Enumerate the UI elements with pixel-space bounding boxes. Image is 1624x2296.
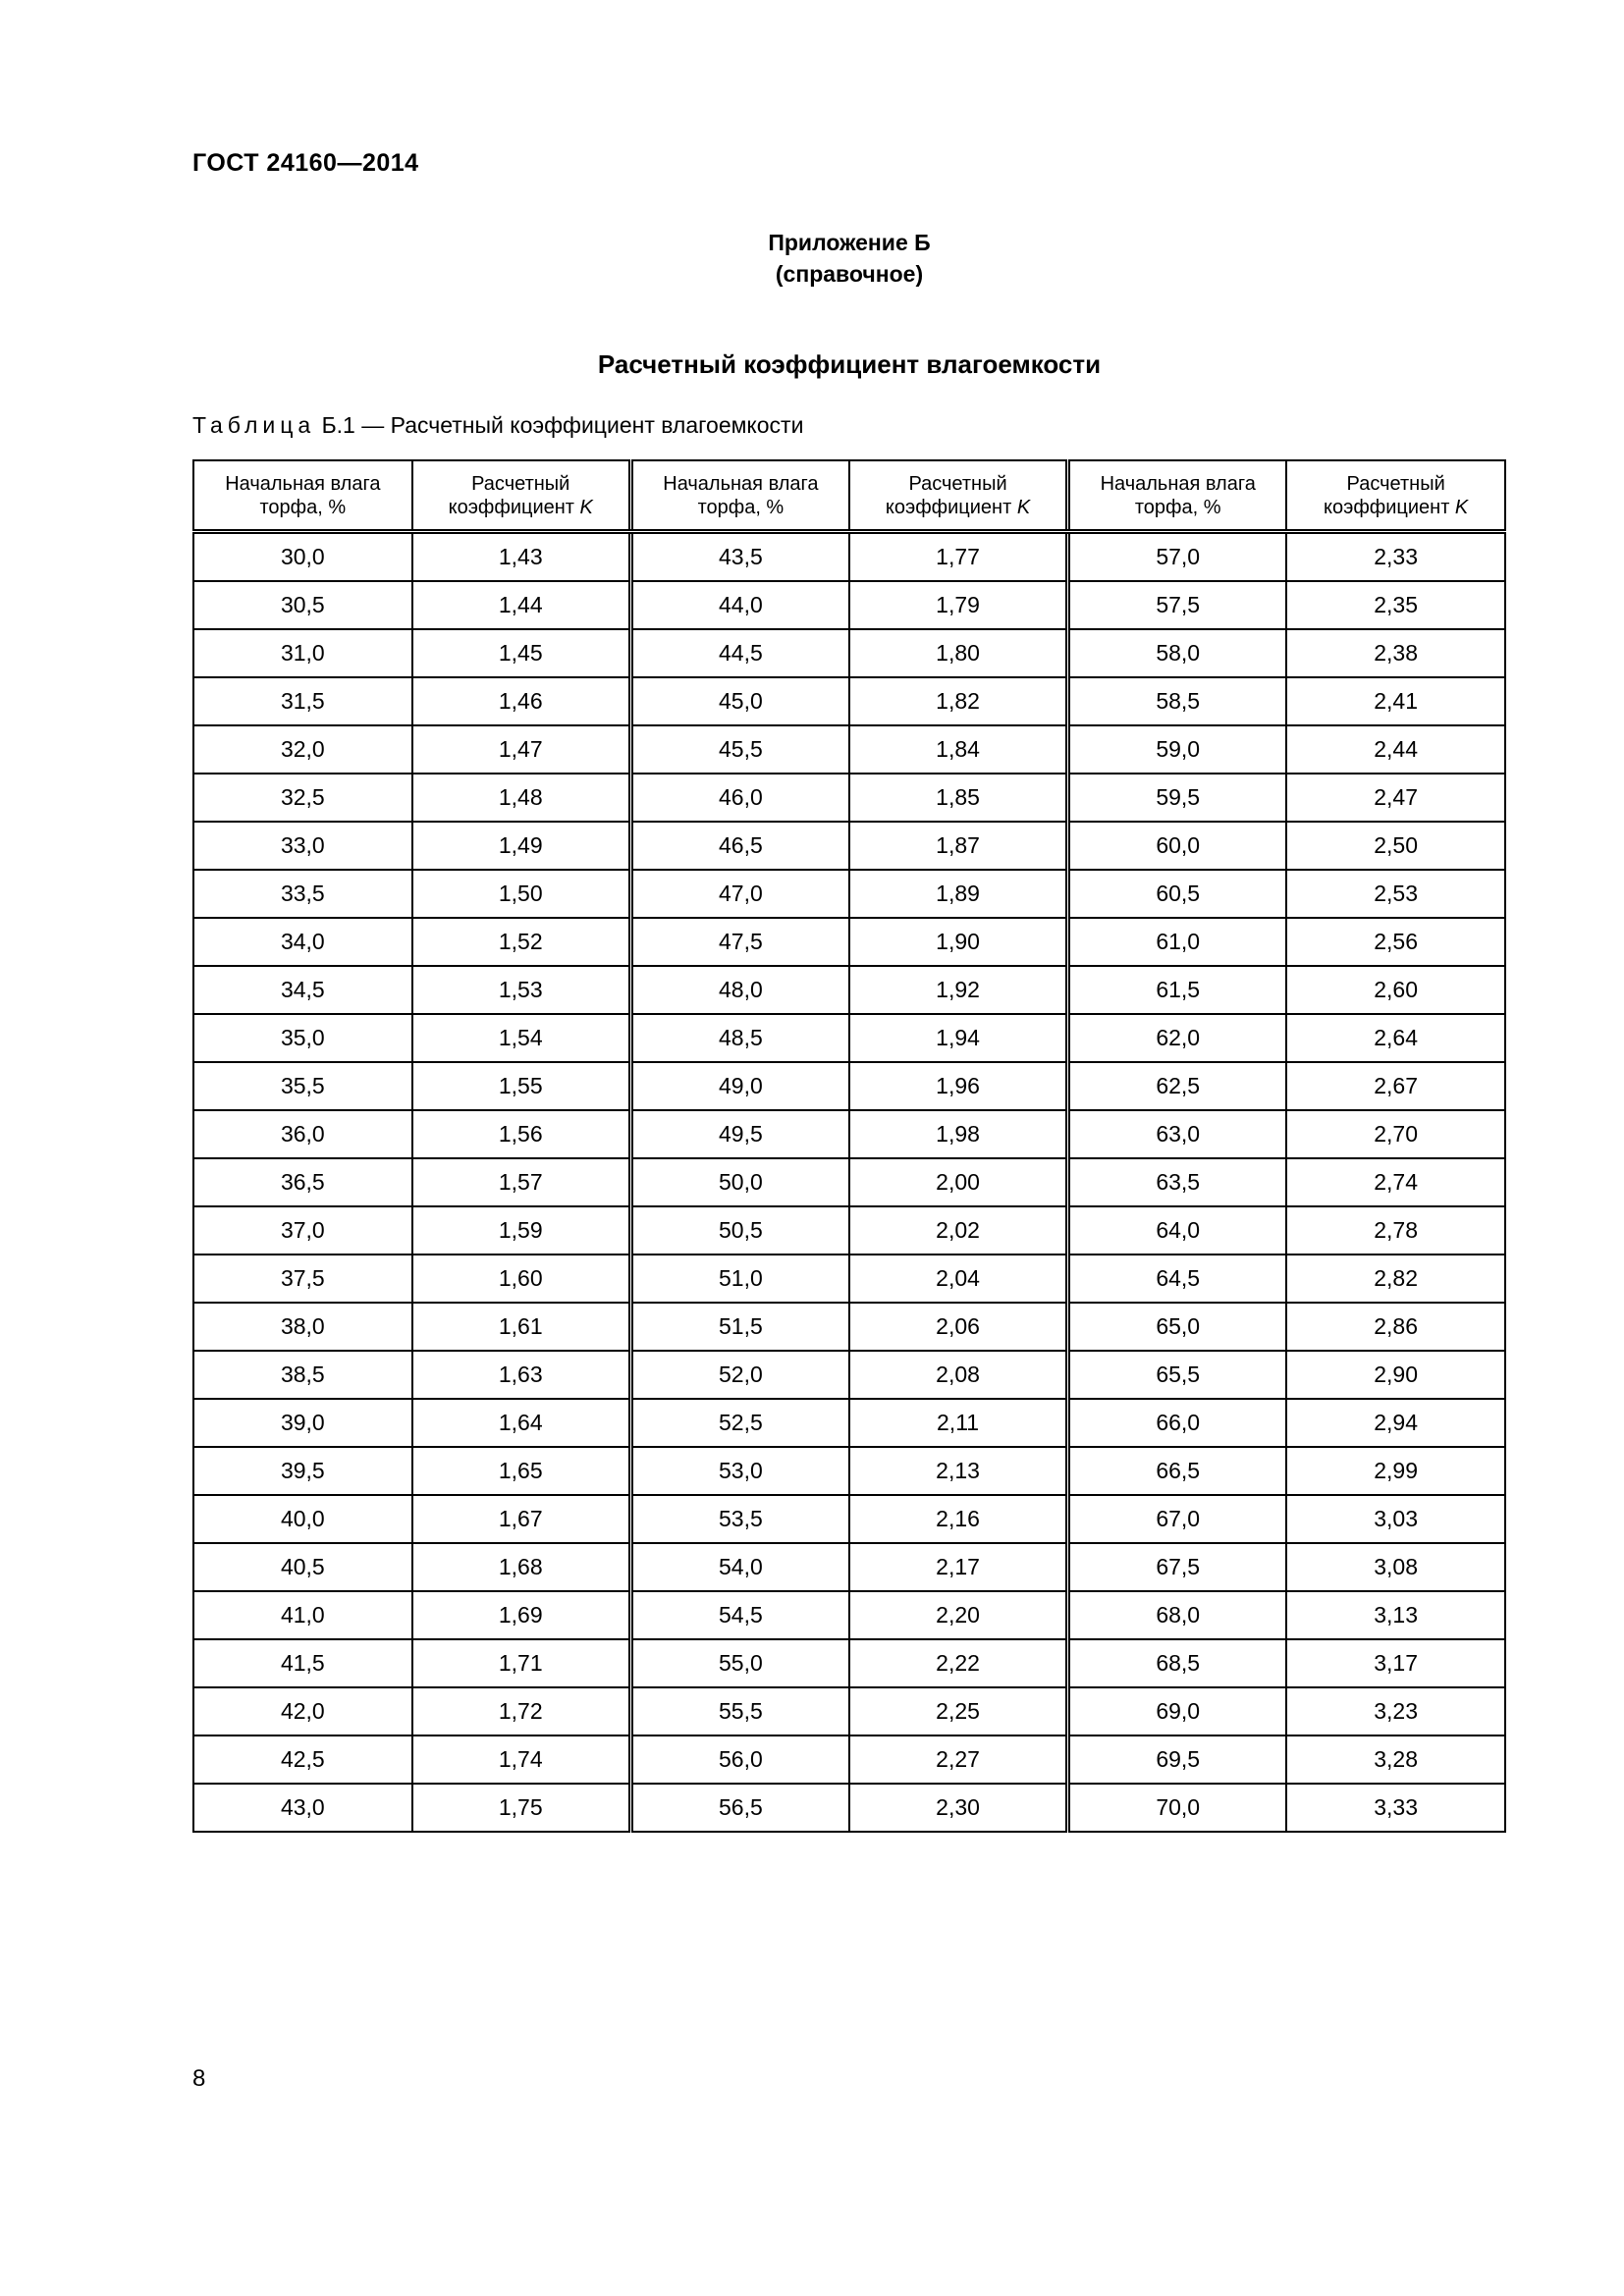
cell-coefficient-k: 1,72 — [412, 1687, 631, 1735]
table-row — [193, 1351, 1505, 1399]
cell-initial-moisture: 50,5 — [630, 1206, 849, 1255]
cell-coefficient-k: 3,03 — [1286, 1495, 1505, 1543]
cell-initial-moisture: 64,5 — [1068, 1255, 1287, 1303]
cell-initial-moisture: 62,0 — [1068, 1014, 1287, 1062]
cell-coefficient-k: 1,60 — [412, 1255, 631, 1303]
cell-coefficient-k: 1,82 — [849, 677, 1068, 725]
table-header-row — [193, 460, 1505, 532]
cell-coefficient-k: 1,75 — [412, 1784, 631, 1832]
cell-coefficient-k: 2,90 — [1286, 1351, 1505, 1399]
header-line-2: торфа, % — [697, 496, 785, 518]
table-row — [193, 629, 1505, 677]
header-coefficient-k — [849, 460, 1068, 532]
cell-coefficient-k: 2,41 — [1286, 677, 1505, 725]
cell-initial-moisture: 66,5 — [1068, 1447, 1287, 1495]
cell-coefficient-k: 2,33 — [1286, 532, 1505, 582]
cell-initial-moisture: 32,0 — [193, 725, 412, 774]
cell-coefficient-k: 1,48 — [412, 774, 631, 822]
cell-initial-moisture: 66,0 — [1068, 1399, 1287, 1447]
cell-initial-moisture: 58,5 — [1068, 677, 1287, 725]
cell-coefficient-k: 2,16 — [849, 1495, 1068, 1543]
cell-coefficient-k: 1,65 — [412, 1447, 631, 1495]
cell-coefficient-k: 3,08 — [1286, 1543, 1505, 1591]
cell-coefficient-k: 1,84 — [849, 725, 1068, 774]
cell-initial-moisture: 38,5 — [193, 1351, 412, 1399]
cell-coefficient-k: 1,50 — [412, 870, 631, 918]
cell-initial-moisture: 53,0 — [630, 1447, 849, 1495]
table-row — [193, 581, 1505, 629]
table-row — [193, 1206, 1505, 1255]
cell-coefficient-k: 1,45 — [412, 629, 631, 677]
header-line-1: Расчетный — [908, 472, 1007, 495]
cell-initial-moisture: 51,5 — [630, 1303, 849, 1351]
cell-coefficient-k: 1,77 — [849, 532, 1068, 582]
cell-initial-moisture: 69,5 — [1068, 1735, 1287, 1784]
appendix-note: (справочное) — [775, 261, 924, 287]
cell-initial-moisture: 33,5 — [193, 870, 412, 918]
cell-initial-moisture: 67,0 — [1068, 1495, 1287, 1543]
cell-coefficient-k: 2,22 — [849, 1639, 1068, 1687]
cell-coefficient-k: 2,60 — [1286, 966, 1505, 1014]
cell-coefficient-k: 1,92 — [849, 966, 1068, 1014]
cell-coefficient-k: 1,68 — [412, 1543, 631, 1591]
cell-coefficient-k: 3,17 — [1286, 1639, 1505, 1687]
cell-coefficient-k: 2,47 — [1286, 774, 1505, 822]
cell-initial-moisture: 42,5 — [193, 1735, 412, 1784]
cell-initial-moisture: 62,5 — [1068, 1062, 1287, 1110]
cell-initial-moisture: 63,0 — [1068, 1110, 1287, 1158]
cell-coefficient-k: 2,17 — [849, 1543, 1068, 1591]
cell-coefficient-k: 1,96 — [849, 1062, 1068, 1110]
header-line-2: коэффициент — [885, 496, 1017, 518]
cell-coefficient-k: 1,63 — [412, 1351, 631, 1399]
cell-initial-moisture: 44,0 — [630, 581, 849, 629]
cell-initial-moisture: 31,5 — [193, 677, 412, 725]
cell-coefficient-k: 1,80 — [849, 629, 1068, 677]
table-row — [193, 725, 1505, 774]
cell-coefficient-k: 1,54 — [412, 1014, 631, 1062]
table-row — [193, 1735, 1505, 1784]
cell-initial-moisture: 61,5 — [1068, 966, 1287, 1014]
cell-coefficient-k: 1,94 — [849, 1014, 1068, 1062]
table-row — [193, 1639, 1505, 1687]
cell-initial-moisture: 42,0 — [193, 1687, 412, 1735]
cell-initial-moisture: 65,0 — [1068, 1303, 1287, 1351]
cell-initial-moisture: 39,5 — [193, 1447, 412, 1495]
header-initial-moisture — [193, 460, 412, 532]
cell-coefficient-k: 2,94 — [1286, 1399, 1505, 1447]
cell-initial-moisture: 60,5 — [1068, 870, 1287, 918]
cell-coefficient-k: 1,44 — [412, 581, 631, 629]
cell-initial-moisture: 31,0 — [193, 629, 412, 677]
cell-coefficient-k: 1,87 — [849, 822, 1068, 870]
table-row — [193, 1591, 1505, 1639]
cell-initial-moisture: 34,5 — [193, 966, 412, 1014]
cell-initial-moisture: 32,5 — [193, 774, 412, 822]
cell-initial-moisture: 52,5 — [630, 1399, 849, 1447]
header-line-1: Начальная влага — [225, 472, 381, 495]
cell-coefficient-k: 1,61 — [412, 1303, 631, 1351]
cell-initial-moisture: 30,5 — [193, 581, 412, 629]
cell-coefficient-k: 1,46 — [412, 677, 631, 725]
header-line-1: Начальная влага — [1100, 472, 1256, 495]
moisture-coefficient-table — [192, 459, 1506, 1833]
header-line-1: Начальная влага — [663, 472, 819, 495]
cell-initial-moisture: 35,0 — [193, 1014, 412, 1062]
cell-initial-moisture: 51,0 — [630, 1255, 849, 1303]
cell-initial-moisture: 61,0 — [1068, 918, 1287, 966]
header-initial-moisture — [1068, 460, 1287, 532]
cell-initial-moisture: 49,0 — [630, 1062, 849, 1110]
header-coefficient-k — [412, 460, 631, 532]
cell-coefficient-k: 1,85 — [849, 774, 1068, 822]
cell-initial-moisture: 36,5 — [193, 1158, 412, 1206]
header-line-2: коэффициент — [1324, 496, 1455, 518]
table-row — [193, 1062, 1505, 1110]
cell-initial-moisture: 40,5 — [193, 1543, 412, 1591]
cell-coefficient-k: 1,56 — [412, 1110, 631, 1158]
cell-coefficient-k: 2,82 — [1286, 1255, 1505, 1303]
cell-initial-moisture: 69,0 — [1068, 1687, 1287, 1735]
cell-initial-moisture: 59,5 — [1068, 774, 1287, 822]
cell-initial-moisture: 63,5 — [1068, 1158, 1287, 1206]
table-caption — [192, 412, 803, 439]
cell-coefficient-k: 2,74 — [1286, 1158, 1505, 1206]
cell-coefficient-k: 2,86 — [1286, 1303, 1505, 1351]
table-row — [193, 1687, 1505, 1735]
cell-initial-moisture: 53,5 — [630, 1495, 849, 1543]
cell-initial-moisture: 39,0 — [193, 1399, 412, 1447]
cell-coefficient-k: 3,13 — [1286, 1591, 1505, 1639]
table-row — [193, 1784, 1505, 1832]
cell-coefficient-k: 2,30 — [849, 1784, 1068, 1832]
cell-initial-moisture: 56,0 — [630, 1735, 849, 1784]
header-line-2: коэффициент — [448, 496, 580, 518]
cell-initial-moisture: 46,5 — [630, 822, 849, 870]
cell-coefficient-k: 1,55 — [412, 1062, 631, 1110]
cell-initial-moisture: 43,0 — [193, 1784, 412, 1832]
table-body — [193, 532, 1505, 1833]
cell-coefficient-k: 2,27 — [849, 1735, 1068, 1784]
header-initial-moisture — [630, 460, 849, 532]
cell-initial-moisture: 52,0 — [630, 1351, 849, 1399]
cell-coefficient-k: 1,57 — [412, 1158, 631, 1206]
header-line-1: Расчетный — [471, 472, 570, 495]
cell-initial-moisture: 49,5 — [630, 1110, 849, 1158]
cell-coefficient-k: 1,53 — [412, 966, 631, 1014]
cell-initial-moisture: 64,0 — [1068, 1206, 1287, 1255]
cell-initial-moisture: 57,0 — [1068, 532, 1287, 582]
cell-coefficient-k: 2,13 — [849, 1447, 1068, 1495]
cell-coefficient-k: 1,52 — [412, 918, 631, 966]
cell-initial-moisture: 48,0 — [630, 966, 849, 1014]
document-code: ГОСТ 24160—2014 — [192, 149, 419, 177]
cell-initial-moisture: 68,0 — [1068, 1591, 1287, 1639]
cell-coefficient-k: 3,28 — [1286, 1735, 1505, 1784]
cell-coefficient-k: 2,53 — [1286, 870, 1505, 918]
table-row — [193, 1158, 1505, 1206]
table-row — [193, 532, 1505, 582]
table-row — [193, 870, 1505, 918]
cell-coefficient-k: 3,33 — [1286, 1784, 1505, 1832]
cell-coefficient-k: 1,64 — [412, 1399, 631, 1447]
cell-initial-moisture: 50,0 — [630, 1158, 849, 1206]
cell-initial-moisture: 43,5 — [630, 532, 849, 582]
cell-initial-moisture: 47,0 — [630, 870, 849, 918]
table-row — [193, 1399, 1505, 1447]
cell-coefficient-k: 2,20 — [849, 1591, 1068, 1639]
cell-coefficient-k: 1,43 — [412, 532, 631, 582]
cell-initial-moisture: 47,5 — [630, 918, 849, 966]
cell-coefficient-k: 2,70 — [1286, 1110, 1505, 1158]
cell-coefficient-k: 2,06 — [849, 1303, 1068, 1351]
cell-initial-moisture: 34,0 — [193, 918, 412, 966]
cell-coefficient-k: 1,67 — [412, 1495, 631, 1543]
cell-coefficient-k: 1,69 — [412, 1591, 631, 1639]
cell-initial-moisture: 58,0 — [1068, 629, 1287, 677]
cell-coefficient-k: 2,04 — [849, 1255, 1068, 1303]
cell-initial-moisture: 35,5 — [193, 1062, 412, 1110]
cell-initial-moisture: 60,0 — [1068, 822, 1287, 870]
cell-initial-moisture: 40,0 — [193, 1495, 412, 1543]
cell-initial-moisture: 37,0 — [193, 1206, 412, 1255]
cell-coefficient-k: 1,98 — [849, 1110, 1068, 1158]
cell-initial-moisture: 59,0 — [1068, 725, 1287, 774]
cell-coefficient-k: 1,74 — [412, 1735, 631, 1784]
cell-initial-moisture: 41,0 — [193, 1591, 412, 1639]
cell-initial-moisture: 41,5 — [193, 1639, 412, 1687]
table-row — [193, 1255, 1505, 1303]
cell-coefficient-k: 2,67 — [1286, 1062, 1505, 1110]
appendix-title: Приложение Б — [768, 230, 931, 255]
table-row — [193, 1543, 1505, 1591]
cell-coefficient-k: 2,35 — [1286, 581, 1505, 629]
cell-coefficient-k: 1,89 — [849, 870, 1068, 918]
table-row — [193, 1447, 1505, 1495]
cell-initial-moisture: 44,5 — [630, 629, 849, 677]
cell-initial-moisture: 45,0 — [630, 677, 849, 725]
cell-coefficient-k: 2,78 — [1286, 1206, 1505, 1255]
cell-coefficient-k: 1,71 — [412, 1639, 631, 1687]
cell-initial-moisture: 37,5 — [193, 1255, 412, 1303]
cell-coefficient-k: 2,02 — [849, 1206, 1068, 1255]
table-row — [193, 677, 1505, 725]
cell-initial-moisture: 65,5 — [1068, 1351, 1287, 1399]
cell-coefficient-k: 2,50 — [1286, 822, 1505, 870]
cell-initial-moisture: 55,0 — [630, 1639, 849, 1687]
header-line-1: Расчетный — [1346, 472, 1445, 495]
cell-initial-moisture: 45,5 — [630, 725, 849, 774]
cell-initial-moisture: 46,0 — [630, 774, 849, 822]
cell-initial-moisture: 54,5 — [630, 1591, 849, 1639]
table-row — [193, 1014, 1505, 1062]
cell-coefficient-k: 1,59 — [412, 1206, 631, 1255]
cell-initial-moisture: 33,0 — [193, 822, 412, 870]
table-row — [193, 1110, 1505, 1158]
cell-coefficient-k: 1,90 — [849, 918, 1068, 966]
cell-coefficient-k: 2,64 — [1286, 1014, 1505, 1062]
table-row — [193, 966, 1505, 1014]
cell-initial-moisture: 68,5 — [1068, 1639, 1287, 1687]
table-row — [193, 822, 1505, 870]
table-row — [193, 774, 1505, 822]
cell-coefficient-k: 2,00 — [849, 1158, 1068, 1206]
cell-initial-moisture: 67,5 — [1068, 1543, 1287, 1591]
cell-coefficient-k: 2,56 — [1286, 918, 1505, 966]
cell-initial-moisture: 30,0 — [193, 532, 412, 582]
cell-coefficient-k: 2,38 — [1286, 629, 1505, 677]
header-line-2: торфа, % — [259, 496, 347, 518]
cell-initial-moisture: 54,0 — [630, 1543, 849, 1591]
header-symbol: K — [579, 496, 593, 518]
cell-initial-moisture: 38,0 — [193, 1303, 412, 1351]
header-symbol: K — [1454, 496, 1469, 518]
cell-coefficient-k: 3,23 — [1286, 1687, 1505, 1735]
header-symbol: K — [1016, 496, 1031, 518]
table-caption-prefix: Таблица — [192, 412, 316, 438]
cell-initial-moisture: 36,0 — [193, 1110, 412, 1158]
cell-coefficient-k: 2,99 — [1286, 1447, 1505, 1495]
cell-coefficient-k: 2,25 — [849, 1687, 1068, 1735]
cell-initial-moisture: 70,0 — [1068, 1784, 1287, 1832]
cell-coefficient-k: 1,79 — [849, 581, 1068, 629]
table-caption-text: Б.1 — Расчетный коэффициент влагоемкости — [315, 412, 804, 438]
cell-initial-moisture: 57,5 — [1068, 581, 1287, 629]
cell-coefficient-k: 2,11 — [849, 1399, 1068, 1447]
header-line-2: торфа, % — [1134, 496, 1221, 518]
table-row — [193, 1303, 1505, 1351]
table-row — [193, 918, 1505, 966]
cell-initial-moisture: 48,5 — [630, 1014, 849, 1062]
header-coefficient-k — [1286, 460, 1505, 532]
cell-coefficient-k: 2,44 — [1286, 725, 1505, 774]
cell-coefficient-k: 2,08 — [849, 1351, 1068, 1399]
section-title: Расчетный коэффициент влагоемкости — [597, 349, 1102, 379]
cell-initial-moisture: 55,5 — [630, 1687, 849, 1735]
cell-initial-moisture: 56,5 — [630, 1784, 849, 1832]
cell-coefficient-k: 1,47 — [412, 725, 631, 774]
page-number: 8 — [192, 2065, 206, 2092]
table-row — [193, 1495, 1505, 1543]
cell-coefficient-k: 1,49 — [412, 822, 631, 870]
